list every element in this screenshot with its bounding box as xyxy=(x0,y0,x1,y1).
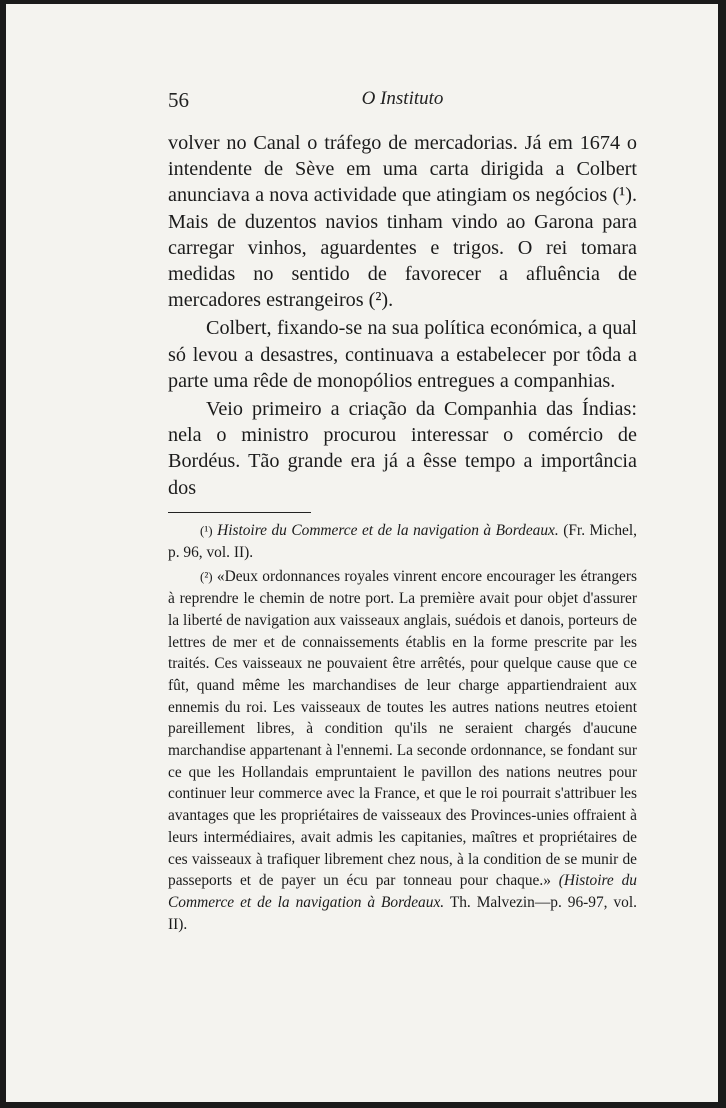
footnote-mark: (²) xyxy=(200,569,213,585)
footnote-divider xyxy=(168,512,311,513)
paragraph: volver no Canal o tráfego de mercadorias. Já em 1674 o intendente de Sève em uma carta dirigida a Colbert anunciava a nova actividade que atingiam os negócios (¹). Mais de duzentos navios tinham vindo ao Garona para carregar vinhos, aguardentes e trigos. O rei tomara medidas no sentido de favorecer a afluência de mercadores estrangeiros (²). xyxy=(168,132,637,312)
paragraph: Veio primeiro a criação da Companhia das Índias: nela o ministro procurou interessar o comércio de Bordéus. Tão grande era já a êsse tempo a importância dos xyxy=(168,398,637,499)
footnote-reference: (Fr. Michel, p. 96, vol. II). xyxy=(168,522,637,561)
book-page xyxy=(6,4,718,1102)
footnote-2 xyxy=(168,566,637,935)
main-text xyxy=(168,130,637,501)
footnote-mark: (¹) xyxy=(200,523,213,538)
footnote-source-title: (Histoire du Commerce et de la navigation à Bordeaux. xyxy=(168,872,637,911)
footnote-title: Histoire du Commerce et de la navigation à Bordeaux. xyxy=(217,522,559,539)
page-header xyxy=(168,88,637,116)
footnote-1 xyxy=(168,520,637,563)
footnotes xyxy=(168,520,637,935)
footnote-source-reference: Th. Malvezin—p. 96-97, vol. II). xyxy=(168,893,637,933)
footnote-quote: «Deux ordonnances royales vinrent encore encourager les étrangers à reprendre le chemin de notre port. La première avait pour objet d'assurer la liberté de navigation aux vaisseaux anglais, suédois et danois, porteurs de lettres de mer et de connaissements établis en la forme prescrite par les traités. Ces vaisseaux ne pouvaient être arrêtés, pour quelque cause que ce fût, quand même les marchandises de leur charge appartiendraient aux ennemis du roi. Les vaisseaux de toutes les autres nations neutres etoient pareillement libres, à condition qu'ils ne seraient chargés d'aucune marchandise appartenant à l'ennemi. La seconde ordonnance, se fondant sur ce que les Hollandais empruntaient le pavillon des nations neutres pour continuer leur commerce avec la France, et que le roi pourrait s'attribuer les avantages que les propriétaires de vaisseaux des Provinces-unies offraient à leurs intermédiaires, avait admis les capitanies, maîtres et propriétaires de ces vaisseaux à trafiquer librement chez nous, à la condition de se munir de passeports et de payer un écu par tonneau pour chaque.» xyxy=(168,568,637,890)
paragraph: Colbert, fixando-se na sua política económica, a qual só levou a desastres, continuava a estabelecer por tôda a parte uma rêde de monopólios entregues a companhias. xyxy=(168,317,637,392)
running-title: O Instituto xyxy=(361,88,444,109)
page-number: 56 xyxy=(168,88,189,112)
